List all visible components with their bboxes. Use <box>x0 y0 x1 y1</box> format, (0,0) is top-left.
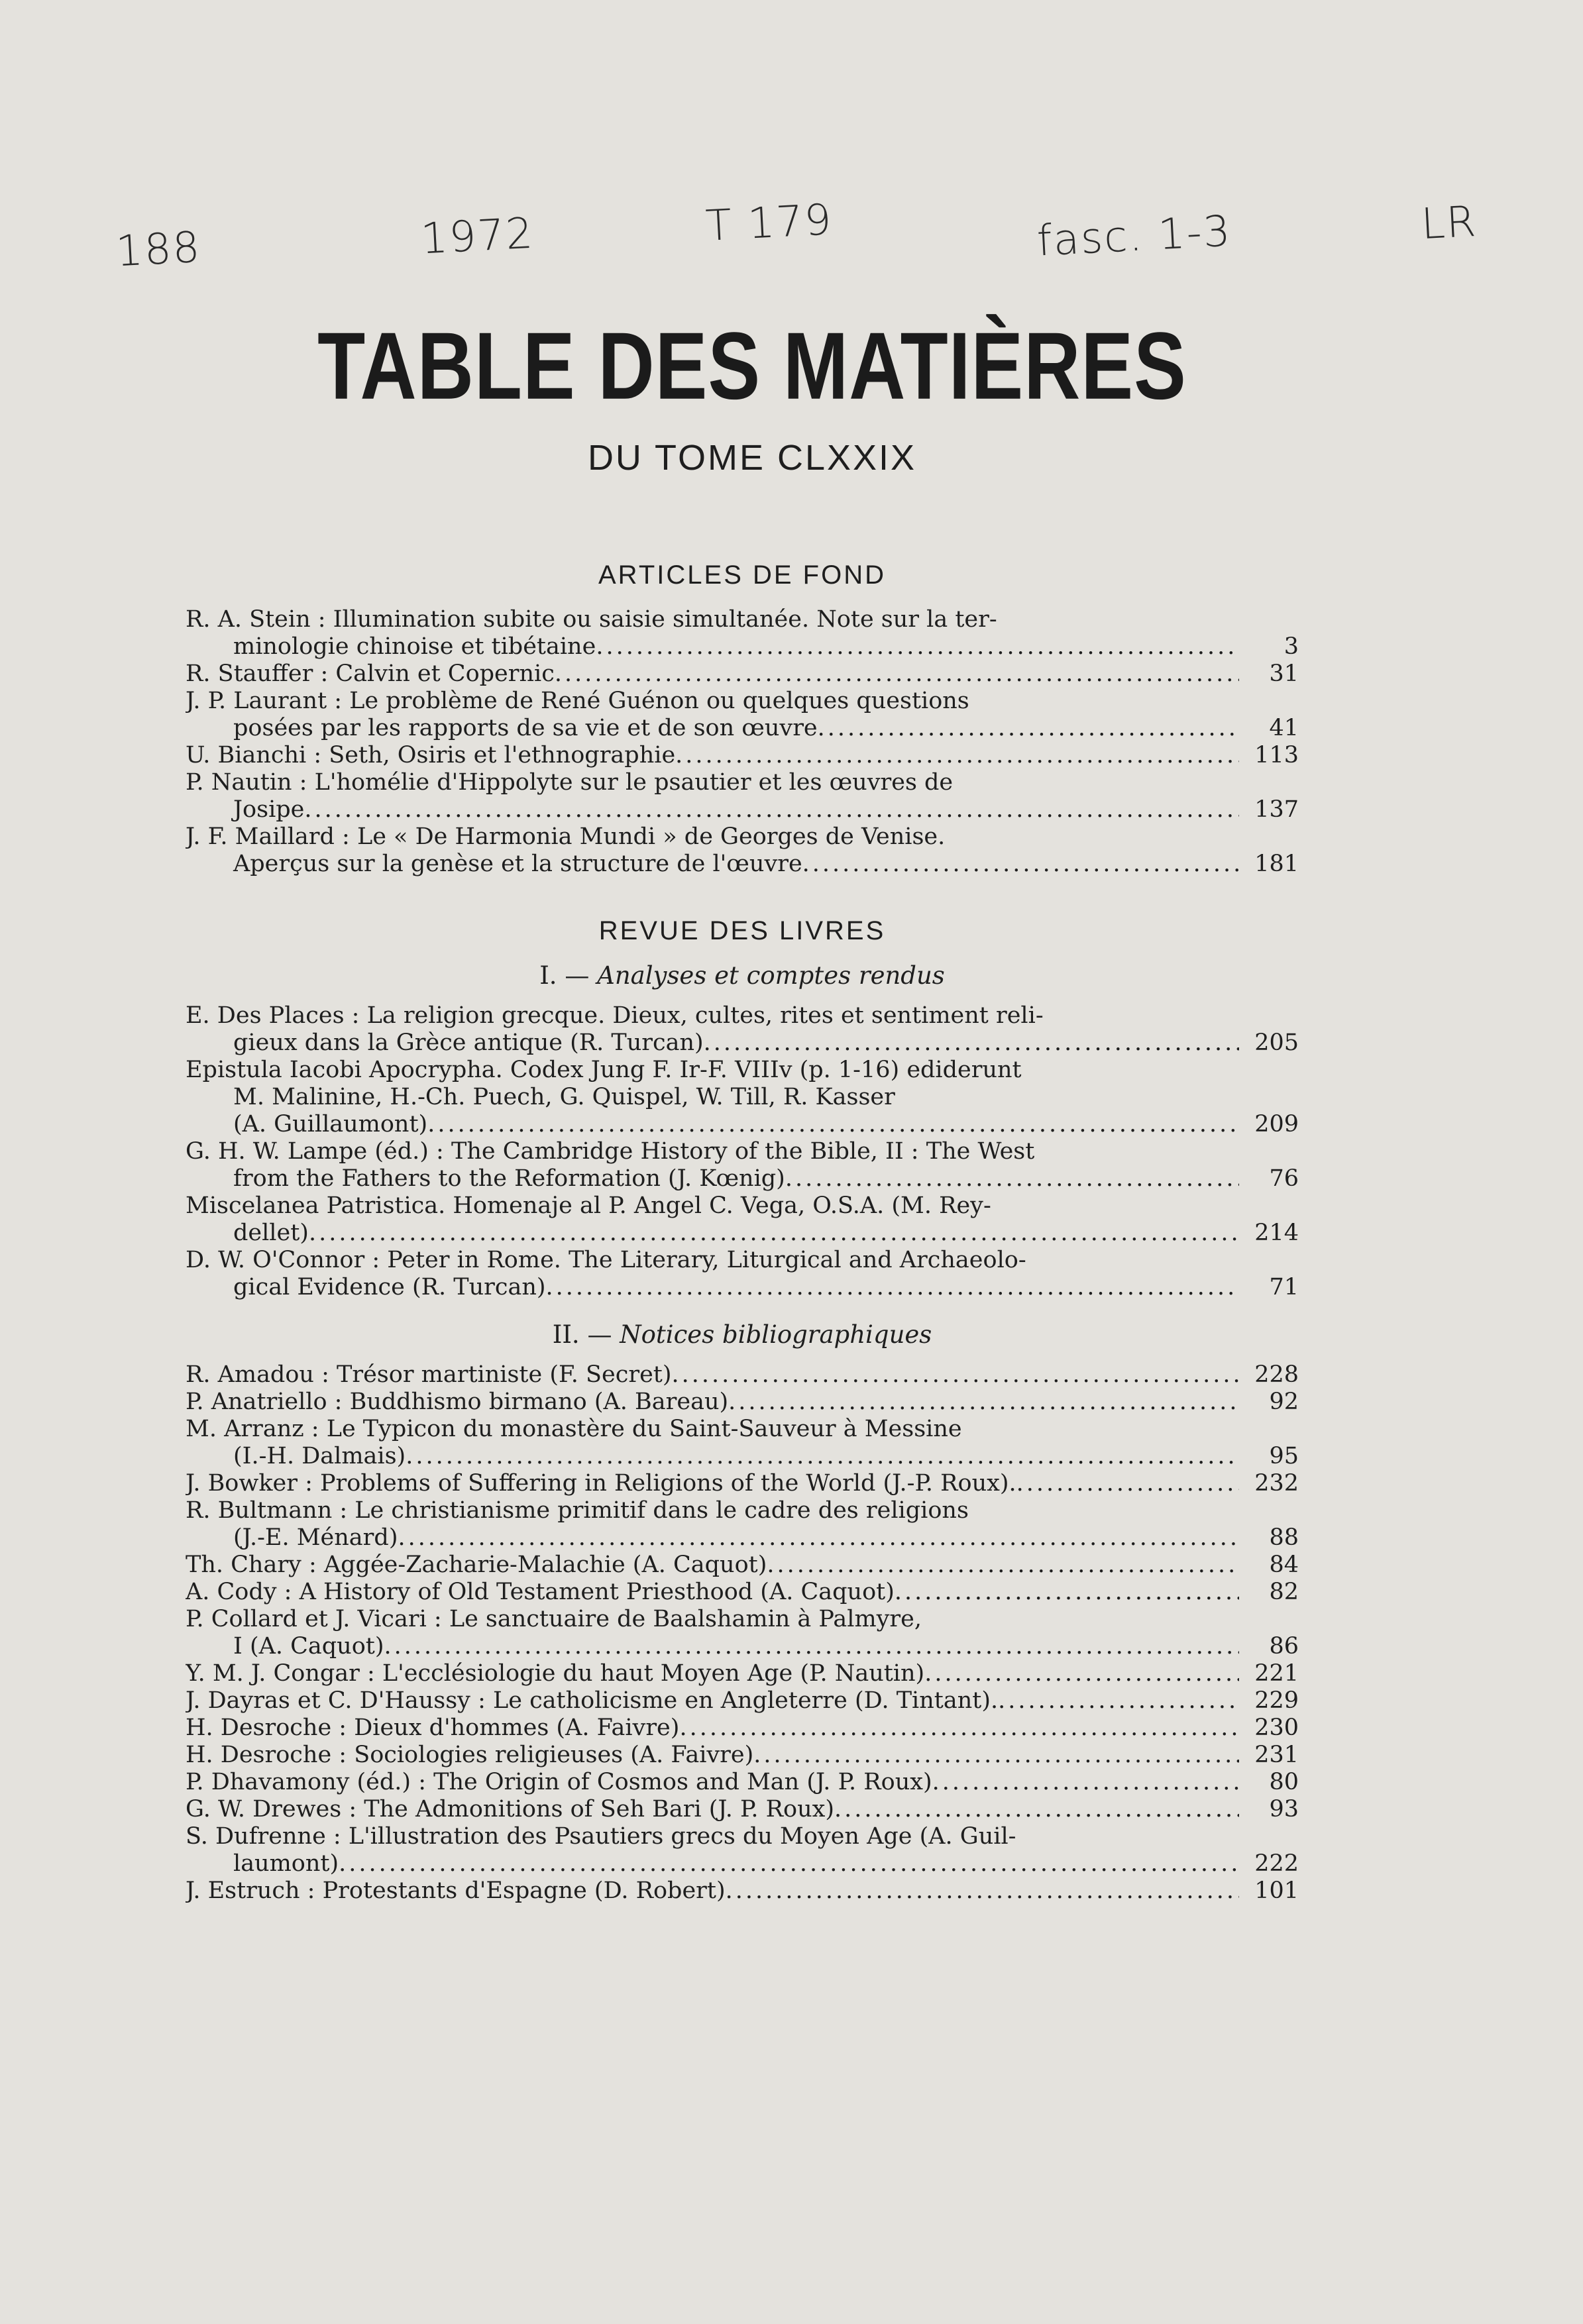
notices-list <box>186 1361 1299 1905</box>
page-number: 231 <box>1254 1742 1299 1768</box>
page-number: 76 <box>1269 1165 1299 1192</box>
leader-dots <box>834 1796 1239 1823</box>
page-number: 86 <box>1269 1633 1299 1660</box>
table-of-contents <box>186 556 1299 1905</box>
entry-text: Aperçus sur la genèse et la structure de l'œuvre <box>233 851 802 877</box>
page-number: 222 <box>1254 1850 1299 1877</box>
entry-text: Miscelanea Patristica. Homenaje al P. Angel C. Vega, O.S.A. (M. Rey- <box>186 1192 991 1219</box>
page-number: 93 <box>1269 1796 1299 1822</box>
leader-dots <box>427 1111 1239 1138</box>
toc-entry <box>186 823 1299 878</box>
leader-dots <box>785 1165 1239 1192</box>
entry-text: H. Desroche : Sociologies religieuses (A. Faivre) <box>186 1742 754 1768</box>
entry-text: Epistula Iacobi Apocrypha. Codex Jung F. Ir-F. VIIIv (p. 1-16) ediderunt <box>186 1057 1022 1083</box>
entry-text: P. Dhavamony (éd.) : The Origin of Cosmos and Man (J. P. Roux) <box>186 1769 932 1795</box>
entry-text: J. Dayras et C. D'Haussy : Le catholicisme en Angleterre (D. Tintant). <box>186 1687 999 1714</box>
section-heading-revue: REVUE DES LIVRES <box>598 916 886 945</box>
entry-text: E. Des Places : La religion grecque. Dieux, cultes, rites et sentiment reli- <box>186 1002 1044 1029</box>
page-number: 229 <box>1254 1687 1299 1714</box>
toc-entry <box>186 1796 1299 1823</box>
toc-entry <box>186 1138 1299 1192</box>
page-number: 214 <box>1254 1220 1299 1246</box>
entry-text: H. Desroche : Dieux d'hommes (A. Faivre) <box>186 1715 680 1741</box>
page-number: 80 <box>1269 1769 1299 1795</box>
toc-entry <box>186 1687 1299 1715</box>
entry-text: U. Bianchi : Seth, Osiris et l'ethnographie <box>186 742 676 768</box>
leader-dots <box>728 1389 1239 1416</box>
entry-text: (A. Guillaumont) <box>233 1111 428 1137</box>
leader-dots <box>932 1769 1239 1796</box>
page-number: 88 <box>1269 1524 1299 1551</box>
analyses-list <box>186 1002 1299 1301</box>
toc-entry <box>186 1552 1299 1579</box>
leader-dots <box>309 1220 1239 1247</box>
leader-dots <box>555 660 1239 688</box>
leader-dots <box>384 1633 1239 1660</box>
leader-dots <box>679 1715 1239 1742</box>
page-number: 101 <box>1254 1877 1299 1904</box>
entry-text: P. Collard et J. Vicari : Le sanctuaire de Baalshamin à Palmyre, <box>186 1606 922 1632</box>
entry-text: M. Arranz : Le Typicon du monastère du Saint-Sauveur à Messine <box>186 1416 962 1442</box>
subsection-number: I. — <box>539 961 590 990</box>
entry-text: J. F. Maillard : Le « De Harmonia Mundi » de Georges de Venise. <box>186 823 946 850</box>
leader-dots <box>675 742 1239 769</box>
entry-text: from the Fathers to the Reformation (J. Kœnig) <box>233 1165 785 1192</box>
toc-entry <box>186 660 1299 688</box>
entry-text: R. A. Stein : Illumination subite ou saisie simultanée. Note sur la ter- <box>186 606 997 633</box>
leader-dots <box>1016 1470 1239 1497</box>
page-number: 95 <box>1269 1443 1299 1469</box>
toc-entry <box>186 1057 1299 1138</box>
subsection-heading-analyses <box>186 962 1299 989</box>
toc-entry <box>186 1823 1299 1877</box>
toc-entry <box>186 1470 1299 1497</box>
entry-text: (J.-E. Ménard) <box>233 1524 398 1551</box>
entry-text: laumont) <box>233 1850 339 1877</box>
entry-text: (I.-H. Dalmais) <box>233 1443 406 1469</box>
leader-dots <box>704 1030 1239 1057</box>
leader-dots <box>672 1361 1239 1389</box>
page-number: 3 <box>1283 633 1299 660</box>
subsection-heading-notices <box>186 1321 1299 1348</box>
toc-entry <box>186 1361 1299 1389</box>
entry-text: minologie chinoise et tibétaine <box>233 633 596 660</box>
toc-entry <box>186 1769 1299 1796</box>
toc-entry <box>186 769 1299 823</box>
section-heading-articles: ARTICLES DE FOND <box>598 560 886 590</box>
entry-text: J. Estruch : Protestants d'Espagne (D. Robert) <box>186 1877 726 1904</box>
leader-dots <box>726 1877 1239 1905</box>
leader-dots <box>753 1742 1239 1769</box>
page-number: 92 <box>1269 1389 1299 1415</box>
entry-text: J. Bowker : Problems of Suffering in Religions of the World (J.-P. Roux). <box>186 1470 1016 1497</box>
page-number: 209 <box>1254 1111 1299 1137</box>
page-number: 82 <box>1269 1579 1299 1605</box>
articles-list <box>186 606 1299 878</box>
leader-dots <box>998 1687 1239 1715</box>
entry-text: Th. Chary : Aggée-Zacharie-Malachie (A. Caquot) <box>186 1552 767 1578</box>
toc-entry <box>186 1715 1299 1742</box>
toc-entry <box>186 1389 1299 1416</box>
entry-text: Y. M. J. Congar : L'ecclésiologie du haut Moyen Age (P. Nautin) <box>186 1660 925 1687</box>
entry-text: gical Evidence (R. Turcan) <box>233 1274 546 1300</box>
leader-dots <box>924 1660 1239 1687</box>
handwritten-notes <box>0 195 1583 278</box>
page-number: 137 <box>1254 796 1299 823</box>
subsection-number: II. — <box>552 1320 612 1349</box>
leader-dots <box>398 1524 1239 1552</box>
leader-dots <box>596 633 1239 660</box>
page-number: 232 <box>1254 1470 1299 1497</box>
entry-text: J. P. Laurant : Le problème de René Guénon ou quelques questions <box>186 688 969 714</box>
page-number: 41 <box>1269 715 1299 741</box>
entry-text: R. Amadou : Trésor martiniste (F. Secret) <box>186 1361 672 1388</box>
toc-entry <box>186 1742 1299 1769</box>
toc-entry <box>186 1579 1299 1606</box>
leader-dots <box>818 715 1239 742</box>
entry-text: R. Stauffer : Calvin et Copernic <box>186 660 555 687</box>
leader-dots <box>546 1274 1239 1301</box>
page-subtitle: DU TOME CLXXIX <box>587 438 917 478</box>
toc-entry <box>186 742 1299 769</box>
toc-entry <box>186 1002 1299 1057</box>
handwritten-note: 188 <box>115 223 203 277</box>
toc-entry <box>186 1606 1299 1660</box>
entry-text: D. W. O'Connor : Peter in Rome. The Literary, Liturgical and Archaeolo- <box>186 1247 1026 1273</box>
toc-entry <box>186 1192 1299 1247</box>
leader-dots <box>895 1579 1239 1606</box>
entry-text: gieux dans la Grèce antique (R. Turcan) <box>233 1030 704 1056</box>
entry-text: G. W. Drewes : The Admonitions of Seh Bari (J. P. Roux) <box>186 1796 835 1822</box>
entry-text: posées par les rapports de sa vie et de son œuvre <box>233 715 818 741</box>
subsection-label: Notices bibliographiques <box>620 1320 932 1349</box>
entry-text: R. Bultmann : Le christianisme primitif dans le cadre des religions <box>186 1497 969 1524</box>
entry-text: G. H. W. Lampe (éd.) : The Cambridge History of the Bible, II : The West <box>186 1138 1035 1165</box>
leader-dots <box>339 1850 1239 1877</box>
leader-dots <box>767 1552 1239 1579</box>
entry-text: P. Nautin : L'homélie d'Hippolyte sur le psautier et les œuvres de <box>186 769 954 796</box>
toc-entry <box>186 1877 1299 1905</box>
toc-entry <box>186 606 1299 660</box>
page-number: 181 <box>1254 851 1299 877</box>
leader-dots <box>304 796 1239 823</box>
entry-text: M. Malinine, H.-Ch. Puech, G. Quispel, W. Till, R. Kasser <box>233 1084 895 1110</box>
page-number: 71 <box>1269 1274 1299 1300</box>
page-number: 205 <box>1254 1030 1299 1056</box>
toc-entry <box>186 688 1299 742</box>
handwritten-note: 1972 <box>419 209 535 264</box>
leader-dots <box>406 1443 1239 1470</box>
page-number: 31 <box>1269 660 1299 687</box>
toc-entry <box>186 1660 1299 1687</box>
handwritten-note: fasc. 1-3 <box>1036 207 1233 266</box>
toc-entry <box>186 1497 1299 1552</box>
entry-text: dellet) <box>233 1220 309 1246</box>
entry-text: I (A. Caquot) <box>233 1633 384 1660</box>
handwritten-note: T 179 <box>704 195 834 251</box>
page-number: 84 <box>1269 1552 1299 1578</box>
subsection-label: Analyses et comptes rendus <box>597 961 945 990</box>
entry-text: Josipe <box>233 796 305 823</box>
entry-text: A. Cody : A History of Old Testament Priesthood (A. Caquot) <box>186 1579 895 1605</box>
leader-dots <box>802 851 1239 878</box>
page-title: TABLE DES MATIÈRES <box>317 313 1187 420</box>
page-number: 230 <box>1254 1715 1299 1741</box>
handwritten-note: LR <box>1420 197 1479 250</box>
entry-text: P. Anatriello : Buddhismo birmano (A. Bareau) <box>186 1389 729 1415</box>
page-number: 113 <box>1254 742 1299 768</box>
toc-entry <box>186 1247 1299 1301</box>
page-number: 221 <box>1254 1660 1299 1687</box>
page-number: 228 <box>1254 1361 1299 1388</box>
toc-entry <box>186 1416 1299 1470</box>
entry-text: S. Dufrenne : L'illustration des Psautiers grecs du Moyen Age (A. Guil- <box>186 1823 1016 1850</box>
